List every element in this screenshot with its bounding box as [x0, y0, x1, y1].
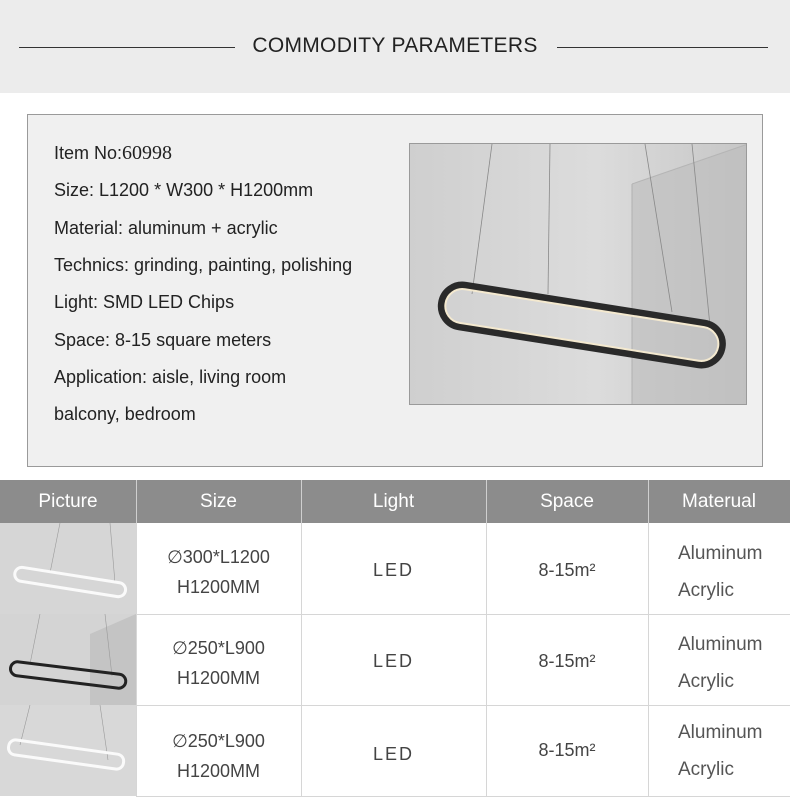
header-divider [486, 480, 487, 523]
light-line: Light: SMD LED Chips [54, 292, 235, 312]
header-material: Materual [682, 491, 756, 512]
table-row [0, 705, 790, 796]
header-picture: Picture [38, 491, 98, 512]
light-cell: LED [372, 651, 414, 671]
header-divider [136, 480, 137, 523]
product-photo [409, 143, 747, 405]
light-cell: LED [372, 560, 414, 580]
size-cell: ∅250*L900 H1200MM [172, 731, 265, 781]
header-size: Size [200, 491, 237, 512]
item-number-line: Item No:60998 [54, 142, 173, 164]
size-cell: ∅300*L1200 H1200MM [167, 547, 270, 597]
light-cell: LED [372, 744, 414, 764]
header-space: Space [540, 491, 594, 512]
table-divider [136, 523, 137, 796]
material-cell: Aluminum Acrylic [678, 722, 763, 780]
table-row [0, 523, 790, 614]
table-header [0, 480, 790, 523]
specification-table [0, 480, 790, 801]
technics-line: Technics: grinding, painting, polishing [54, 255, 353, 275]
table-row [0, 614, 790, 705]
table-divider [648, 523, 649, 796]
space-cell: 8-15m² [538, 740, 596, 760]
material-cell: Aluminum Acrylic [678, 543, 763, 601]
table-divider [136, 614, 790, 615]
row-thumbnail [0, 523, 136, 614]
table-divider [301, 523, 302, 796]
space-cell: 8-15m² [538, 651, 596, 671]
table-divider [136, 796, 790, 797]
size-cell: ∅250*L900 H1200MM [172, 638, 265, 688]
material-cell: Aluminum Acrylic [678, 634, 763, 692]
page-title: COMMODITY PARAMETERS [0, 34, 790, 58]
application-line-continued: balcony, bedroom [54, 404, 196, 424]
header-divider [301, 480, 302, 523]
header-divider [648, 480, 649, 523]
parameters-panel [27, 114, 763, 467]
space-line: Space: 8-15 square meters [54, 330, 272, 350]
space-cell: 8-15m² [538, 560, 596, 580]
header-light: Light [372, 491, 415, 512]
table-divider [486, 523, 487, 796]
application-line: Application: aisle, living room [54, 367, 287, 387]
item-number-value: 60998 [122, 142, 173, 164]
row-thumbnail [0, 705, 136, 796]
material-line: Material: aluminum + acrylic [54, 218, 278, 238]
size-line: Size: L1200 * W300 * H1200mm [54, 180, 314, 200]
row-thumbnail [0, 614, 136, 705]
table-divider [136, 705, 790, 706]
